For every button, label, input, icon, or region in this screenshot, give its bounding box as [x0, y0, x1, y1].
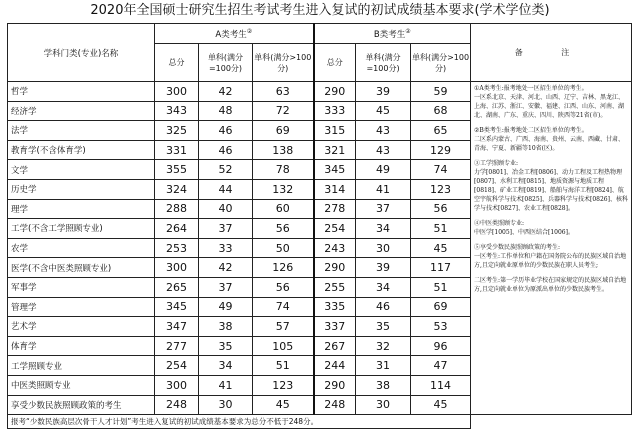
- remark-line: 二区考生:第一学历毕业学校在国家规定的民族区域自治地方,且定向就业单位为原派出单位的少数民族考生。: [474, 277, 627, 293]
- a-single100-cell: 49: [199, 297, 253, 317]
- a-total-cell: 355: [155, 160, 199, 180]
- b-total-cell: 345: [314, 160, 356, 180]
- subject-cell: 哲学: [8, 82, 155, 102]
- a-singlegt100-cell: 50: [253, 238, 314, 258]
- a-singlegt100-cell: 72: [253, 101, 314, 121]
- group-a-header: A类考生②: [155, 24, 314, 44]
- b-singlegt100-cell: 51: [411, 219, 471, 239]
- b-single100-cell: 34: [356, 219, 411, 239]
- b-single100-cell: 30: [356, 238, 411, 258]
- b-single100-cell: 43: [356, 121, 411, 141]
- a-total-cell: 324: [155, 179, 199, 199]
- remark-line: ①A类考生:报考地处一区招生单位的考生。: [474, 85, 588, 92]
- remark-line: 中医学[1005]、中西医结合[1006]。: [474, 229, 574, 236]
- b-single100-cell: 32: [356, 336, 411, 356]
- b-total-cell: 243: [314, 238, 356, 258]
- b-total-cell: 321: [314, 140, 356, 160]
- b-single100-cell: 38: [356, 375, 411, 395]
- a-singlegt100-cell: 74: [253, 297, 314, 317]
- subject-cell: 法学: [8, 121, 155, 141]
- subject-cell: 医学(不含中医类照顾专业): [8, 258, 155, 278]
- b-total-header: 总分: [314, 44, 356, 82]
- b-total-cell: 278: [314, 199, 356, 219]
- b-singlegt100-cell: 123: [411, 179, 471, 199]
- b-total-cell: 248: [314, 395, 356, 415]
- b-single100-cell: 45: [356, 101, 411, 121]
- b-total-cell: 255: [314, 277, 356, 297]
- a-total-cell: 248: [155, 395, 199, 415]
- b-single100-cell: 43: [356, 140, 411, 160]
- a-single100-cell: 41: [199, 375, 253, 395]
- a-single100-cell: 37: [199, 219, 253, 239]
- a-singlegt100-cell: 69: [253, 121, 314, 141]
- subject-cell: 农学: [8, 238, 155, 258]
- b-singlegt100-cell: 96: [411, 336, 471, 356]
- subject-cell: 工学照顾专业: [8, 356, 155, 376]
- a-single100-cell: 33: [199, 238, 253, 258]
- b-singlegt100-cell: 117: [411, 258, 471, 278]
- subject-cell: 享受少数民族照顾政策的考生: [8, 395, 155, 415]
- b-singlegt100-header: 单科(满分>100分): [411, 44, 471, 82]
- a-singlegt100-cell: 105: [253, 336, 314, 356]
- a-total-cell: 254: [155, 356, 199, 376]
- a-singlegt100-header: 单科(满分>100分): [253, 44, 314, 82]
- b-single100-cell: 31: [356, 356, 411, 376]
- remarks-header: 备 注: [471, 24, 632, 82]
- b-single100-cell: 35: [356, 317, 411, 337]
- a-total-cell: 253: [155, 238, 199, 258]
- a-singlegt100-cell: 126: [253, 258, 314, 278]
- a-singlegt100-cell: 45: [253, 395, 314, 415]
- b-single100-cell: 30: [356, 395, 411, 415]
- b-singlegt100-cell: 59: [411, 82, 471, 102]
- a-total-cell: 277: [155, 336, 199, 356]
- b-singlegt100-cell: 45: [411, 238, 471, 258]
- b-single100-cell: 41: [356, 179, 411, 199]
- subject-cell: 中医类照顾专业: [8, 375, 155, 395]
- b-total-cell: 333: [314, 101, 356, 121]
- subject-cell: 历史学: [8, 179, 155, 199]
- subject-cell: 教育学(不含体育学): [8, 140, 155, 160]
- a-total-cell: 264: [155, 219, 199, 239]
- b-total-cell: 315: [314, 121, 356, 141]
- b-total-cell: 290: [314, 375, 356, 395]
- score-table: [7, 23, 632, 429]
- remark-line: 一区系北京、天津、河北、山西、辽宁、吉林、黑龙江、上海、江苏、浙江、安徽、福建、江西、山东、河南、湖北、湖南、广东、重庆、四川、陕西等21省(市)。: [474, 94, 625, 119]
- a-singlegt100-cell: 123: [253, 375, 314, 395]
- a-total-cell: 325: [155, 121, 199, 141]
- b-singlegt100-cell: 51: [411, 277, 471, 297]
- a-single100-header: 单科(满分=100分): [199, 44, 253, 82]
- a-singlegt100-cell: 63: [253, 82, 314, 102]
- b-singlegt100-cell: 53: [411, 317, 471, 337]
- b-single100-cell: 34: [356, 277, 411, 297]
- subject-cell: 艺术学: [8, 317, 155, 337]
- subject-cell: 体育学: [8, 336, 155, 356]
- a-singlegt100-cell: 56: [253, 277, 314, 297]
- remark-line: ④中医类照顾专业:: [474, 220, 525, 227]
- b-singlegt100-cell: 47: [411, 356, 471, 376]
- a-total-cell: 347: [155, 317, 199, 337]
- b-total-cell: 314: [314, 179, 356, 199]
- a-single100-cell: 38: [199, 317, 253, 337]
- page-title: 2020年全国硕士研究生招生考试考生进入复试的初试成绩基本要求(学术学位类): [90, 3, 550, 18]
- a-single100-cell: 46: [199, 140, 253, 160]
- remark-line: 二区系内蒙古、广西、海南、贵州、云南、西藏、甘肃、青海、宁夏、新疆等10省(区)。: [474, 136, 625, 152]
- b-singlegt100-cell: 65: [411, 121, 471, 141]
- a-single100-cell: 46: [199, 121, 253, 141]
- b-total-cell: 244: [314, 356, 356, 376]
- subject-cell: 工学(不含工学照顾专业): [8, 219, 155, 239]
- group-b-header: B类考生②: [314, 24, 471, 44]
- a-total-cell: 300: [155, 375, 199, 395]
- a-single100-cell: 52: [199, 160, 253, 180]
- b-single100-cell: 46: [356, 297, 411, 317]
- b-singlegt100-cell: 68: [411, 101, 471, 121]
- remarks-cell: [471, 82, 632, 415]
- a-single100-cell: 35: [199, 336, 253, 356]
- remark-line: 力学[0801]、冶金工程[0806]、动力工程及工程热物理[0807]、水利工程[0815]、地质资源与地质工程[0818]、矿业工程[0819]、船舶与海洋工程[0824]、航空宇航科学与技术[0825]、兵器科学与技术[0826]、核科学与技术[0827]、农业工程[0828]。: [474, 169, 628, 212]
- b-single100-header: 单科(满分=100分): [356, 44, 411, 82]
- a-singlegt100-cell: 60: [253, 199, 314, 219]
- b-singlegt100-cell: 56: [411, 199, 471, 219]
- a-singlegt100-cell: 138: [253, 140, 314, 160]
- b-singlegt100-cell: 69: [411, 297, 471, 317]
- a-total-cell: 288: [155, 199, 199, 219]
- b-singlegt100-cell: 114: [411, 375, 471, 395]
- b-total-cell: 290: [314, 258, 356, 278]
- a-single100-cell: 40: [199, 199, 253, 219]
- b-single100-cell: 37: [356, 199, 411, 219]
- table-row: [8, 82, 632, 102]
- subject-cell: 管理学: [8, 297, 155, 317]
- a-single100-cell: 42: [199, 82, 253, 102]
- b-singlegt100-cell: 74: [411, 160, 471, 180]
- b-single100-cell: 49: [356, 160, 411, 180]
- a-singlegt100-cell: 78: [253, 160, 314, 180]
- remark-line: ③工学照顾专业:: [474, 160, 519, 167]
- a-total-cell: 331: [155, 140, 199, 160]
- a-total-cell: 345: [155, 297, 199, 317]
- a-total-cell: 300: [155, 258, 199, 278]
- b-total-cell: 335: [314, 297, 356, 317]
- a-single100-cell: 42: [199, 258, 253, 278]
- a-total-cell: 343: [155, 101, 199, 121]
- subject-column-header: 学科门类(专业)名称: [8, 24, 155, 82]
- b-single100-cell: 39: [356, 82, 411, 102]
- remark-line: ②B类考生:报考地处二区招生单位的考生。: [474, 127, 588, 134]
- a-singlegt100-cell: 51: [253, 356, 314, 376]
- a-single100-cell: 44: [199, 179, 253, 199]
- subject-cell: 理学: [8, 199, 155, 219]
- subject-cell: 文学: [8, 160, 155, 180]
- b-singlegt100-cell: 129: [411, 140, 471, 160]
- a-total-cell: 300: [155, 82, 199, 102]
- a-total-header: 总分: [155, 44, 199, 82]
- remark-line: ⑤享受少数民族照顾政策的考生:: [474, 244, 561, 251]
- b-singlegt100-cell: 45: [411, 395, 471, 415]
- a-single100-cell: 34: [199, 356, 253, 376]
- a-total-cell: 265: [155, 277, 199, 297]
- subject-cell: 经济学: [8, 101, 155, 121]
- a-single100-cell: 48: [199, 101, 253, 121]
- b-total-cell: 290: [314, 82, 356, 102]
- a-single100-cell: 37: [199, 277, 253, 297]
- a-singlegt100-cell: 56: [253, 219, 314, 239]
- remark-line: 一区考生:工作单位和户籍在国务院公布的民族区域自治地方,且定向就业原单位的少数民族在职人员考生;: [474, 253, 627, 269]
- b-total-cell: 267: [314, 336, 356, 356]
- footnote: 报考“少数民族高层次骨干人才计划”考生进入复试的初试成绩基本要求为总分不低于248分。: [8, 415, 471, 429]
- a-single100-cell: 30: [199, 395, 253, 415]
- a-singlegt100-cell: 132: [253, 179, 314, 199]
- a-singlegt100-cell: 57: [253, 317, 314, 337]
- b-total-cell: 337: [314, 317, 356, 337]
- b-total-cell: 254: [314, 219, 356, 239]
- subject-cell: 军事学: [8, 277, 155, 297]
- b-single100-cell: 39: [356, 258, 411, 278]
